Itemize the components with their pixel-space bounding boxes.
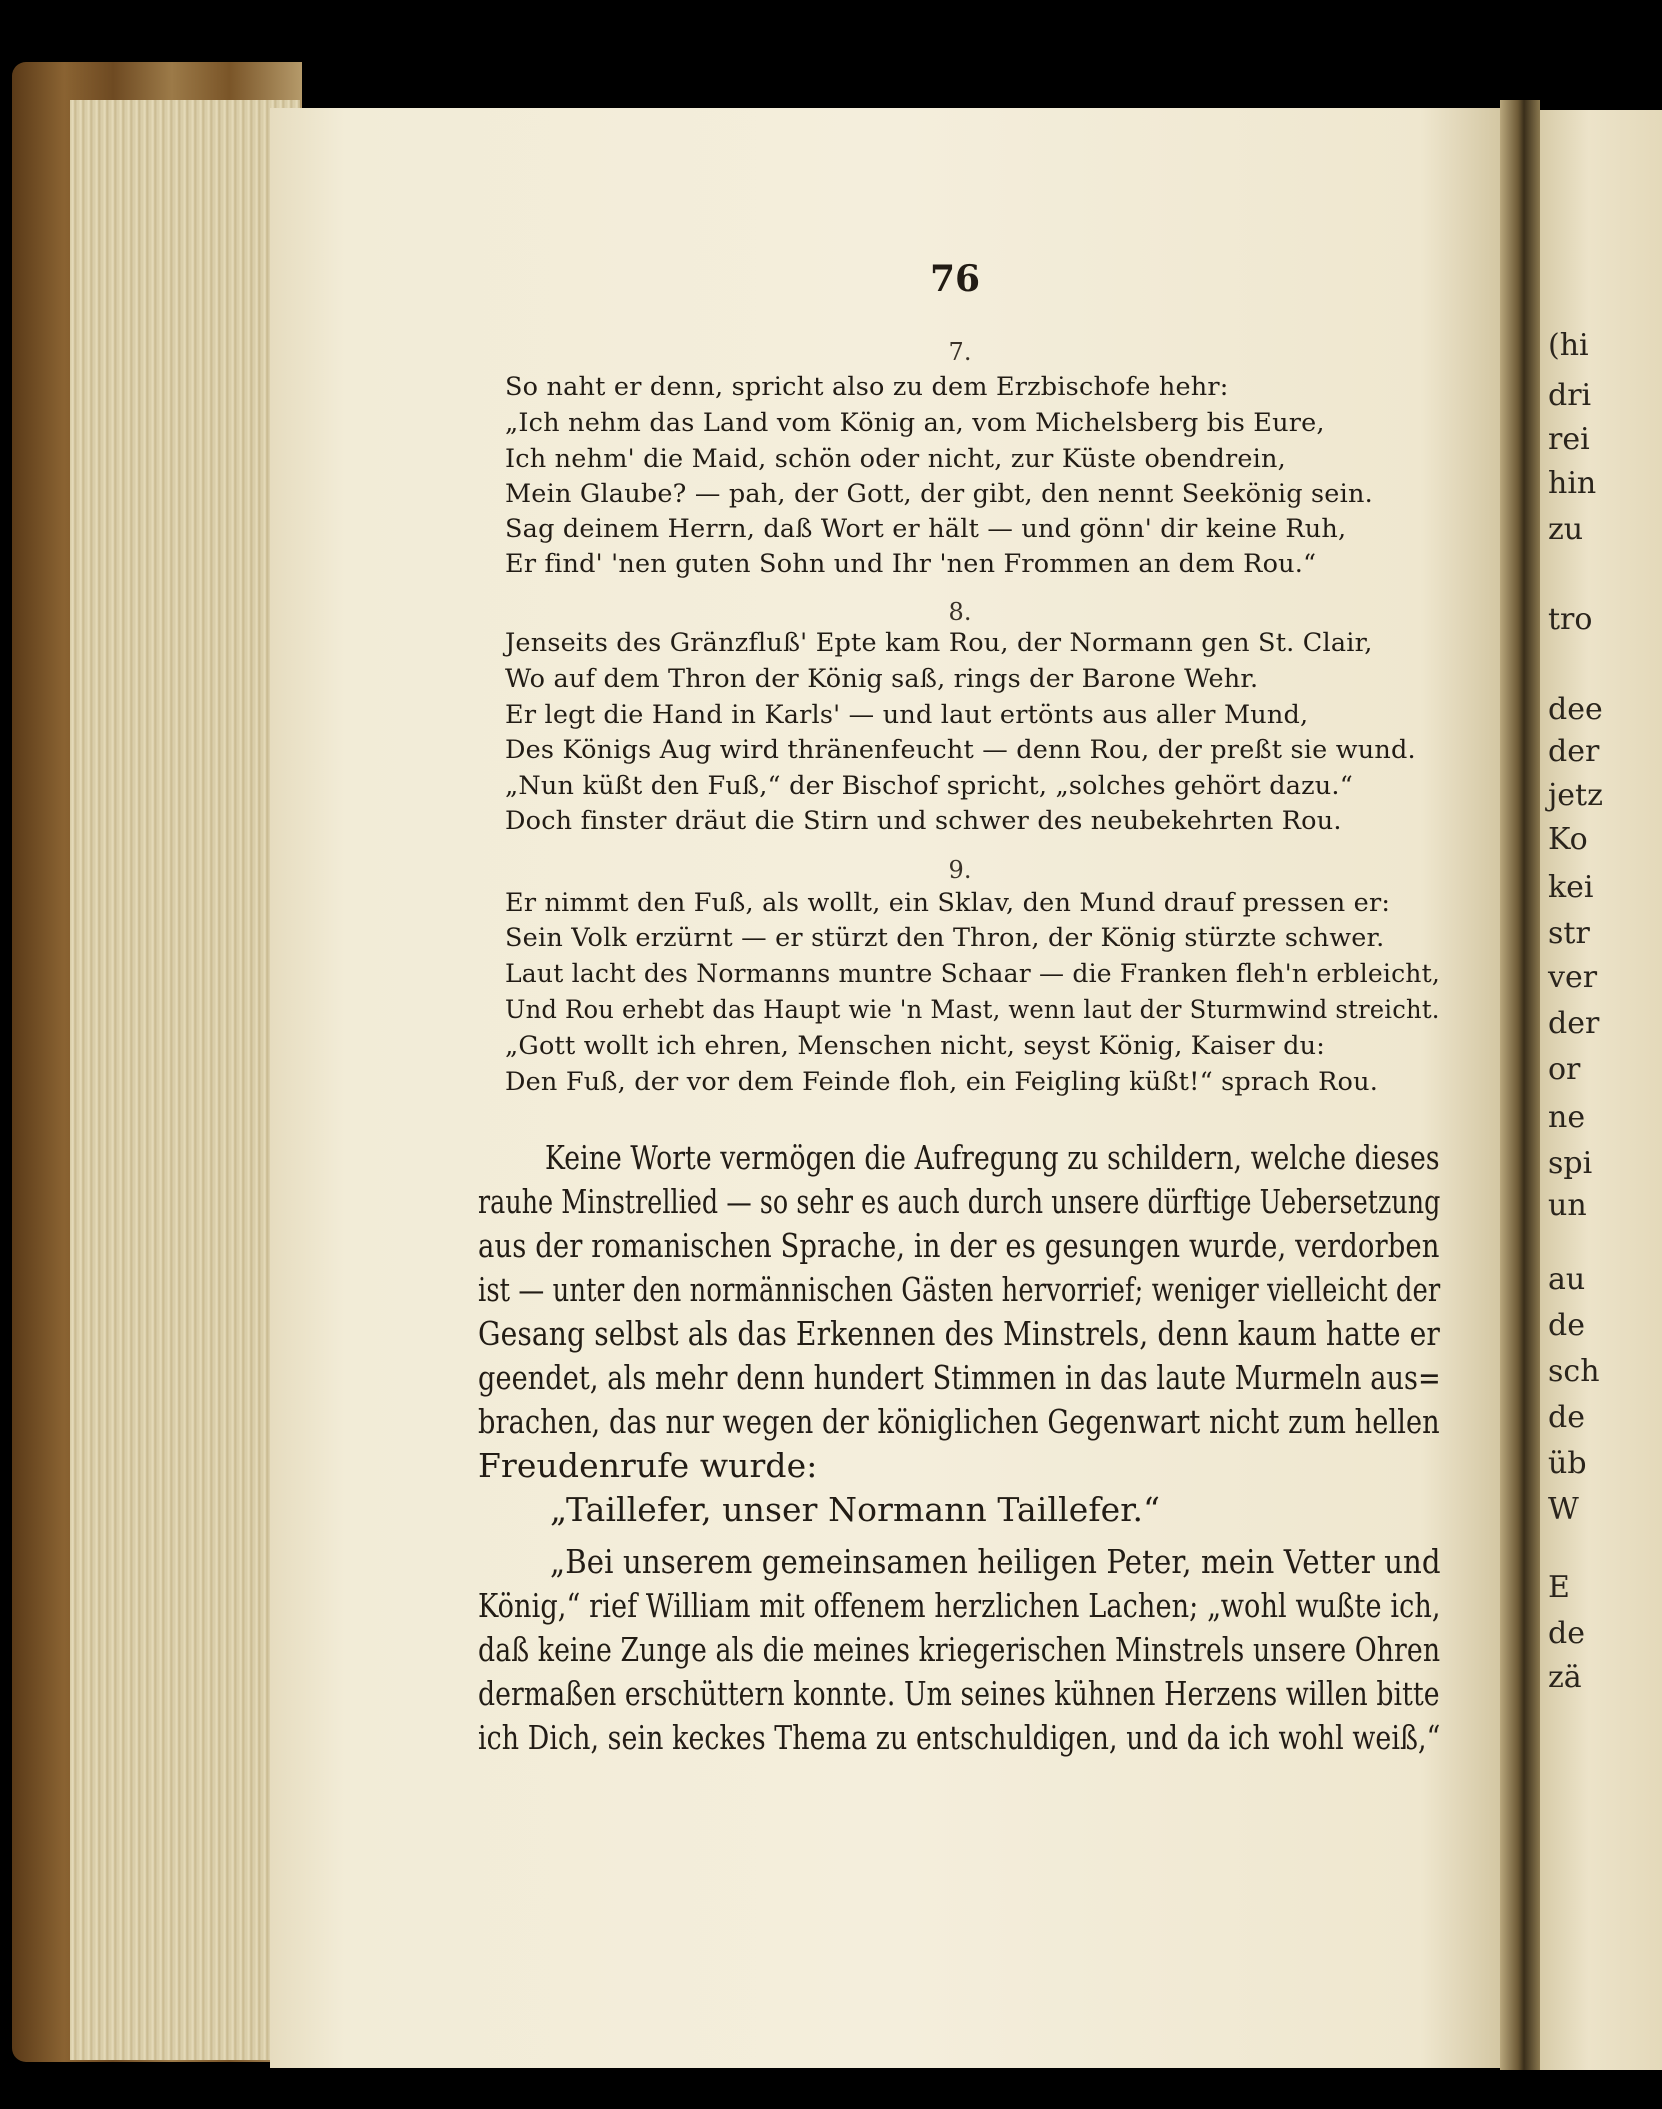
prose-line: ich Dich, sein keckes Thema zu entschuldigen, und da ich wohl weiß,“ (478, 1718, 1441, 1757)
prose-line: daß keine Zunge als die meines kriegerischen Minstrels unsere Ohren (478, 1630, 1441, 1669)
right-page-fragment: üb (1548, 1446, 1587, 1481)
page-edges (70, 100, 300, 2060)
right-page-fragment: kei (1548, 870, 1594, 905)
verse-line: Mein Glaube? — pah, der Gott, der gibt, den nennt Seekönig sein. (505, 479, 1373, 509)
right-page-fragment: hin (1548, 466, 1597, 501)
prose-line: rauhe Minstrellied — so sehr es auch durch unsere dürftige Uebersetzung (478, 1182, 1441, 1221)
right-page-fragment: jetz (1548, 778, 1603, 813)
right-page-fragment: or (1548, 1052, 1581, 1087)
right-page-fragment: un (1548, 1188, 1587, 1223)
right-page (1540, 110, 1662, 2070)
verse-line: Den Fuß, der vor dem Feinde floh, ein Feigling küßt!“ sprach Rou. (505, 1067, 1379, 1097)
prose-line: Freudenrufe wurde: (478, 1446, 818, 1485)
prose-line: König,“ rief William mit offenem herzlichen Lachen; „wohl wußte ich, (478, 1586, 1441, 1625)
right-page-fragment: zu (1548, 512, 1584, 547)
verse-line: Doch finster dräut die Stirn und schwer des neubekehrten Rou. (505, 806, 1342, 836)
verse-line: „Ich nehm das Land vom König an, vom Michelsberg bis Eure, (505, 408, 1325, 438)
prose-line: „Taillefer, unser Normann Taillefer.“ (550, 1490, 1161, 1529)
verse-line: So naht er denn, spricht also zu dem Erzbischofe hehr: (505, 372, 1229, 402)
right-page-fragment: E (1548, 1570, 1570, 1605)
verse-line: Ich nehm' die Maid, schön oder nicht, zur Küste obendrein, (505, 444, 1286, 474)
right-page-fragment: de (1548, 1308, 1585, 1343)
prose-line: Keine Worte vermögen die Aufregung zu schildern, welche dieses (545, 1138, 1440, 1177)
verse-line: Er legt die Hand in Karls' — und laut ertönts aus aller Mund, (505, 700, 1309, 730)
prose-line: ist — unter den normännischen Gästen hervorrief; weniger vielleicht der (478, 1270, 1441, 1309)
right-page-fragment: tro (1548, 602, 1593, 637)
verse-line: Des Königs Aug wird thränenfeucht — denn Rou, der preßt sie wund. (505, 735, 1416, 765)
prose-line: Gesang selbst als das Erkennen des Minstrels, denn kaum hatte er (478, 1314, 1440, 1353)
right-page-fragment: dee (1548, 692, 1603, 727)
stanza-number: 9. (948, 856, 972, 884)
right-page-fragment: (hi (1548, 328, 1589, 363)
right-page-fragment: zä (1548, 1660, 1582, 1695)
right-page-fragment: rei (1548, 422, 1590, 457)
verse-line: Laut lacht des Normanns muntre Schaar — die Franken fleh'n erbleicht, (505, 959, 1441, 989)
prose-line: „Bei unserem gemeinsamen heiligen Peter, mein Vetter und (550, 1542, 1441, 1581)
verse-line: Er find' 'nen guten Sohn und Ihr 'nen Frommen an dem Rou.“ (505, 549, 1317, 579)
stanza-number: 7. (948, 338, 972, 366)
right-page-fragment: str (1548, 916, 1590, 951)
verse-line: Jenseits des Gränzfluß' Epte kam Rou, der Normann gen St. Clair, (505, 628, 1373, 658)
prose-line: brachen, das nur wegen der königlichen Gegenwart nicht zum hellen (478, 1402, 1440, 1441)
right-page-fragment: W (1548, 1492, 1579, 1527)
verse-line: Und Rou erhebt das Haupt wie 'n Mast, wenn laut der Sturmwind streicht. (505, 995, 1440, 1025)
right-page-fragment: ver (1548, 960, 1598, 995)
prose-line: dermaßen erschüttern konnte. Um seines kühnen Herzens willen bitte (478, 1674, 1440, 1713)
page-number: 76 (930, 258, 981, 300)
prose-line: aus der romanischen Sprache, in der es gesungen wurde, verdorben (478, 1226, 1440, 1265)
right-page-fragment: der (1548, 734, 1600, 769)
right-page-fragment: de (1548, 1616, 1585, 1651)
book-gutter (1500, 100, 1540, 2070)
verse-line: Wo auf dem Thron der König saß, rings der Barone Wehr. (505, 664, 1259, 694)
verse-line: Sein Volk erzürnt — er stürzt den Thron, der König stürzte schwer. (505, 923, 1385, 953)
right-page-fragment: sch (1548, 1354, 1600, 1389)
right-page-fragment: ne (1548, 1100, 1586, 1135)
verse-line: „Nun küßt den Fuß,“ der Bischof spricht, „solches gehört dazu.“ (505, 771, 1353, 801)
right-page-fragment: der (1548, 1006, 1600, 1041)
right-page-fragment: au (1548, 1262, 1586, 1297)
right-page-fragment: dri (1548, 378, 1592, 413)
stanza-number: 8. (948, 598, 972, 626)
right-page-fragment: spi (1548, 1146, 1593, 1181)
right-page-fragment: de (1548, 1400, 1585, 1435)
right-page-fragment: Ko (1548, 822, 1588, 857)
prose-line: geendet, als mehr denn hundert Stimmen in das laute Murmeln aus= (478, 1358, 1441, 1397)
verse-line: „Gott wollt ich ehren, Menschen nicht, seyst König, Kaiser du: (505, 1031, 1326, 1061)
verse-line: Er nimmt den Fuß, als wollt, ein Sklav, den Mund drauf pressen er: (505, 888, 1391, 918)
verse-line: Sag deinem Herrn, daß Wort er hält — und gönn' dir keine Ruh, (505, 514, 1347, 544)
